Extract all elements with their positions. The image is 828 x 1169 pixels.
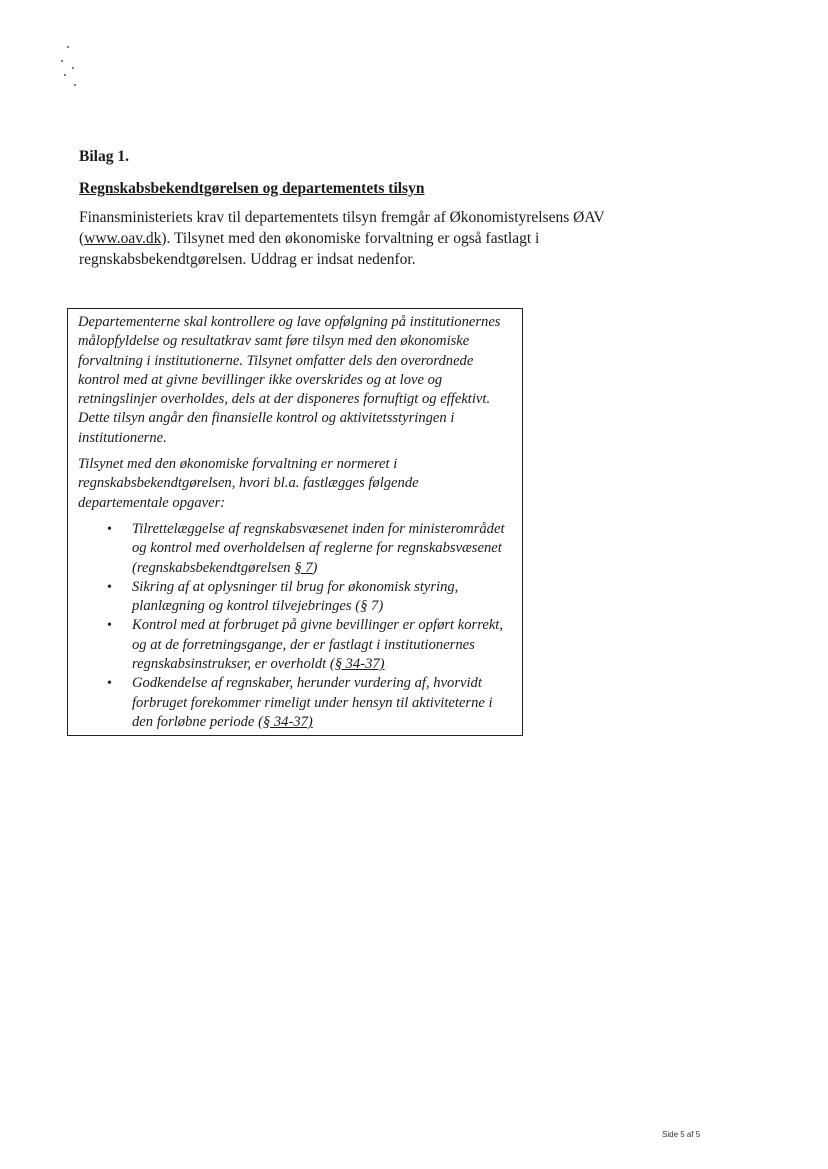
- excerpt-paragraph-2: Tilsynet med den økonomiske forvaltning er normeret i regnskabsbekendtgørelsen, hvori bl.a. fastlægges følgende departementale opgaver:: [78, 456, 419, 511]
- page-number: Side 5 af 5: [662, 1130, 701, 1139]
- scan-speck: [64, 74, 66, 76]
- excerpt-box: [67, 308, 523, 736]
- bullet-icon: •: [107, 579, 112, 595]
- oav-link[interactable]: www.oav.dk: [84, 230, 162, 247]
- bullet-icon: •: [107, 618, 112, 634]
- scan-speck: [67, 46, 69, 48]
- duties-list: [78, 520, 512, 732]
- bullet-icon: •: [107, 676, 112, 692]
- list-item-text: Godkendelse af regnskaber, herunder vurdering af, hvorvidt forbruget forekommer rimeligt under hensyn til aktiviteterne i den forløbne periode: [132, 675, 493, 730]
- section-title: Regnskabsbekendtgørelsen og departementets tilsyn: [79, 180, 425, 197]
- list-item: [78, 616, 512, 674]
- intro-text-end: ). Tilsynet med den økonomiske forvaltning er også fastlagt i regnskabsbekendtgørelsen. Uddrag er indsat nedenfor.: [79, 230, 540, 268]
- list-item-text: Tilrettelæggelse af regnskabsvæsenet inden for ministerområdet og kontrol med overholdelsen af reglerne for regnskabsvæsenet (regnskabsbekendtgørelsen: [132, 520, 505, 576]
- section-reference: (§ 34-37): [329, 656, 385, 673]
- scan-speck: [72, 67, 74, 69]
- bullet-icon: •: [107, 521, 112, 537]
- list-item-text: Kontrol med at forbruget på givne bevillinger er opført korrekt, og at de forretningsgange, der er fastlagt i institutionernes regnskabsinstrukser, er overholdt: [132, 617, 504, 673]
- section-reference: (§ 34-37): [258, 713, 313, 730]
- list-item-tail: ): [312, 559, 318, 576]
- scan-speck: [61, 60, 63, 62]
- section-reference: § 7: [294, 559, 313, 576]
- intro-paragraph: [79, 207, 639, 270]
- list-item: [78, 520, 512, 578]
- page-heading: Bilag 1.: [79, 148, 129, 165]
- scan-speck: [74, 84, 76, 86]
- list-item-text: Sikring af at oplysninger til brug for økonomisk styring, planlægning og kontrol tilvejebringes: [132, 578, 459, 615]
- section-reference: (§ 7): [355, 598, 384, 615]
- list-item: [78, 674, 512, 732]
- list-item: [78, 578, 512, 617]
- excerpt-paragraph-1: Departementerne skal kontrollere og lave opfølgning på institutionernes målopfyldelse og resultatkrav samt føre tilsyn med den økonomiske forvaltning i institutionerne. Tilsynet omfatter dels den overordnede kontrol med at givne bevillinger ikke overskrides og at love og retningslinjer overholdes, dels at der disponeres fornuftigt og effektivt. Dette tilsyn angår den finansielle kontrol og aktivitetsstyringen i institutionerne.: [78, 314, 501, 446]
- intro-text-start: Finansministeriets krav til departementets tilsyn fremgår af Økonomistyrelsens ØAV (: [79, 209, 605, 247]
